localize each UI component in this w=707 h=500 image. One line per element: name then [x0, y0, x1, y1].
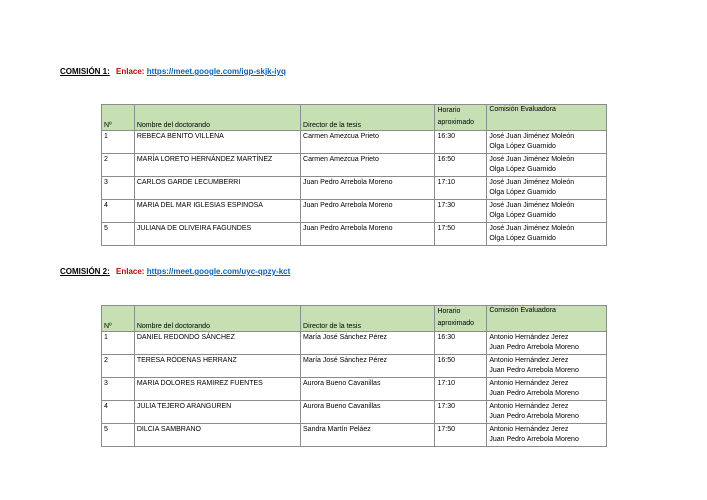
row-committee [487, 378, 607, 401]
row-time: 16:50 [435, 154, 487, 177]
committee-member-1: Antonio Hernández Jerez [489, 426, 569, 433]
commission-1-table [101, 104, 607, 246]
row-committee [487, 200, 607, 223]
row-director: Aurora Bueno Cavanillas [301, 401, 435, 424]
table-row [102, 378, 607, 401]
table-row [102, 401, 607, 424]
commission-2-link-label: Enlace: [116, 267, 145, 276]
header-name: Nombre del doctorando [134, 105, 300, 131]
committee-member-1: Antonio Hernández Jerez [489, 357, 569, 364]
committee-member-2: Olga López Guarnido [489, 212, 556, 219]
committee-member-1: Antonio Hernández Jerez [489, 334, 569, 341]
table-row [102, 177, 607, 200]
header-num: Nº [102, 105, 135, 131]
row-name: MARIA DEL MAR IGLESIAS ESPINOSA [134, 200, 300, 223]
row-director: Carmen Amezcua Prieto [301, 154, 435, 177]
committee-member-2: Juan Pedro Arrebola Moreno [489, 436, 579, 443]
row-name: DANIEL REDONDO SÁNCHEZ [134, 332, 300, 355]
table-row [102, 200, 607, 223]
row-director: María José Sánchez Pérez [301, 355, 435, 378]
header-time-line1: Horario [437, 308, 461, 315]
row-num: 1 [102, 332, 135, 355]
row-committee [487, 131, 607, 154]
committee-member-2: Juan Pedro Arrebola Moreno [489, 367, 579, 374]
table-row [102, 154, 607, 177]
row-committee [487, 355, 607, 378]
row-committee [487, 401, 607, 424]
row-time: 17:10 [435, 177, 487, 200]
row-name: REBECA BENITO VILLENA [134, 131, 300, 154]
row-director: Juan Pedro Arrebola Moreno [301, 200, 435, 223]
row-name: JULIANA DE OLIVEIRA FAGUNDES [134, 223, 300, 246]
row-num: 3 [102, 378, 135, 401]
commission-1-meet-link[interactable]: https://meet.google.com/igp-skjk-iyq [146, 67, 286, 76]
row-name: TERESA RÓDENAS HERRANZ [134, 355, 300, 378]
row-committee [487, 154, 607, 177]
row-time: 17:30 [435, 200, 487, 223]
committee-member-1: José Juan Jiménez Moleón [489, 156, 575, 163]
row-name: DILCIA SAMBRANO [134, 424, 300, 447]
commission-2-table [101, 305, 607, 447]
row-committee [487, 177, 607, 200]
row-time: 17:50 [435, 424, 487, 447]
table-row [102, 223, 607, 246]
header-time-line1: Horario [437, 107, 461, 114]
row-time: 16:30 [435, 131, 487, 154]
row-num: 5 [102, 424, 135, 447]
header-time [435, 105, 487, 131]
row-director: Juan Pedro Arrebola Moreno [301, 177, 435, 200]
row-committee [487, 332, 607, 355]
row-committee [487, 424, 607, 447]
header-committee: Comisión Evaluadora [487, 306, 607, 332]
committee-member-2: Olga López Guarnido [489, 143, 556, 150]
row-director: Aurora Bueno Cavanillas [301, 378, 435, 401]
committee-member-2: Olga López Guarnido [489, 235, 556, 242]
commission-1-link-label: Enlace: [116, 67, 145, 76]
commission-2-meet-link[interactable]: https://meet.google.com/uyc-qpzy-kct [146, 267, 291, 276]
committee-member-2: Olga López Guarnido [489, 189, 556, 196]
row-time: 17:50 [435, 223, 487, 246]
row-director: María José Sánchez Pérez [301, 332, 435, 355]
row-name: MARIA DOLORES RAMIREZ FUENTES [134, 378, 300, 401]
row-num: 4 [102, 200, 135, 223]
commission-1-title: COMISIÓN 1: [60, 67, 110, 76]
table-row [102, 424, 607, 447]
table-row [102, 131, 607, 154]
row-time: 16:30 [435, 332, 487, 355]
row-num: 5 [102, 223, 135, 246]
row-name: CARLOS GARDE LECUMBERRI [134, 177, 300, 200]
row-time: 16:50 [435, 355, 487, 378]
header-name: Nombre del doctorando [134, 306, 300, 332]
header-committee: Comisión Evaluadora [487, 105, 607, 131]
row-num: 2 [102, 355, 135, 378]
row-num: 3 [102, 177, 135, 200]
row-name: JULIA TEJERO ARANGUREN [134, 401, 300, 424]
row-time: 17:30 [435, 401, 487, 424]
committee-member-2: Juan Pedro Arrebola Moreno [489, 390, 579, 397]
header-time-line2: aproximado [437, 119, 475, 126]
commission-1-heading [60, 67, 286, 76]
header-time [435, 306, 487, 332]
header-director: Director de la tesis [301, 306, 435, 332]
committee-member-1: José Juan Jiménez Moleón [489, 179, 575, 186]
header-num: Nº [102, 306, 135, 332]
row-committee [487, 223, 607, 246]
header-time-line2: aproximado [437, 320, 475, 327]
row-num: 2 [102, 154, 135, 177]
row-director: Sandra Martín Peláez [301, 424, 435, 447]
committee-member-1: José Juan Jiménez Moleón [489, 133, 575, 140]
table-row [102, 332, 607, 355]
row-director: Juan Pedro Arrebola Moreno [301, 223, 435, 246]
committee-member-2: Olga López Guarnido [489, 166, 556, 173]
commission-2-title: COMISIÓN 2: [60, 267, 110, 276]
table-header-row [102, 306, 607, 332]
header-director: Director de la tesis [301, 105, 435, 131]
row-num: 1 [102, 131, 135, 154]
committee-member-2: Juan Pedro Arrebola Moreno [489, 413, 579, 420]
committee-member-2: Juan Pedro Arrebola Moreno [489, 344, 579, 351]
row-time: 17:10 [435, 378, 487, 401]
committee-member-1: José Juan Jiménez Moleón [489, 225, 575, 232]
commission-2-heading [60, 267, 290, 276]
row-director: Carmen Amezcua Prieto [301, 131, 435, 154]
committee-member-1: José Juan Jiménez Moleón [489, 202, 575, 209]
committee-member-1: Antonio Hernández Jerez [489, 403, 569, 410]
row-num: 4 [102, 401, 135, 424]
table-header-row [102, 105, 607, 131]
row-name: MARÍA LORETO HERNÁNDEZ MARTÍNEZ [134, 154, 300, 177]
committee-member-1: Antonio Hernández Jerez [489, 380, 569, 387]
table-row [102, 355, 607, 378]
